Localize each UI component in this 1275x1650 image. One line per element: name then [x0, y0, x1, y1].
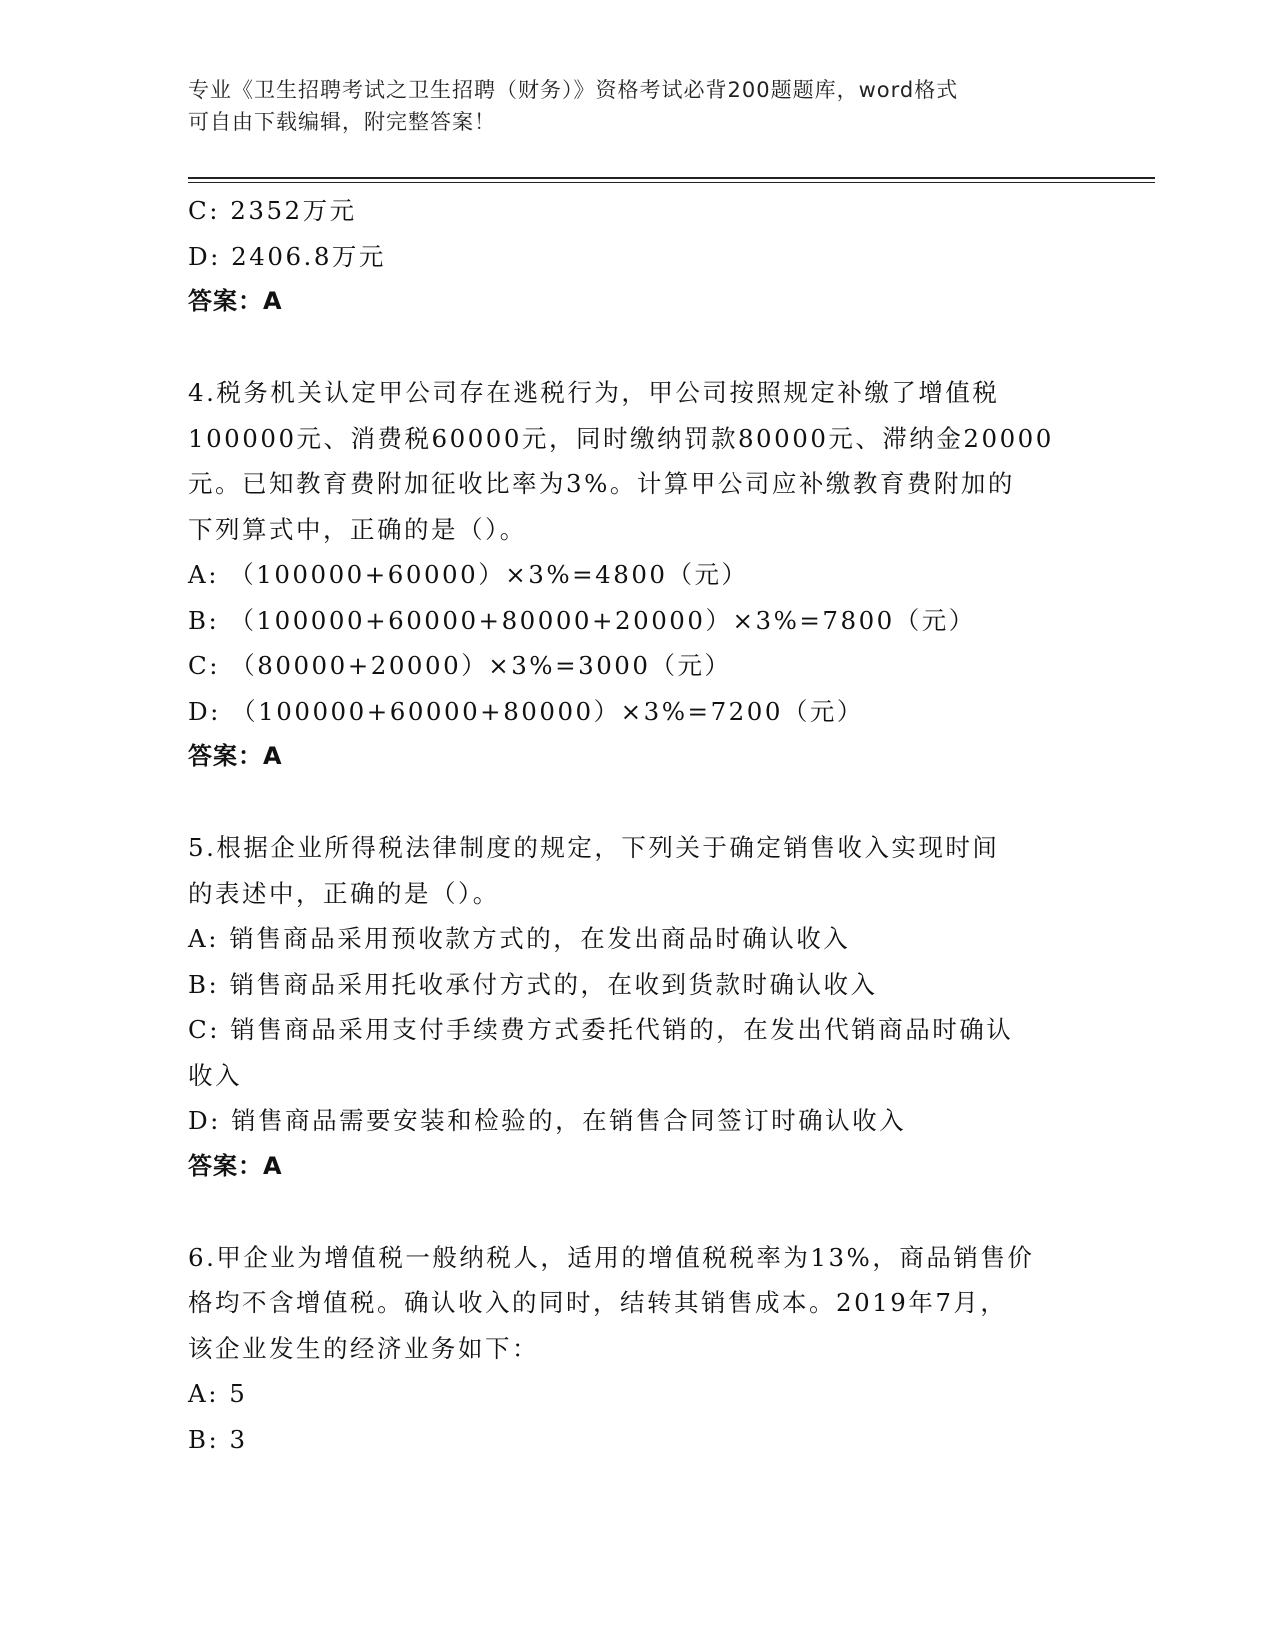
header-divider-thin: [188, 182, 1155, 183]
q6-stem-line-1: 6.甲企业为增值税一般纳税人，适用的增值税税率为13%，商品销售价: [188, 1242, 1035, 1272]
q5-option-a: A: 销售商品采用预收款方式的，在发出商品时确认收入: [188, 924, 851, 953]
header-divider-thick: [188, 177, 1155, 179]
question-3-tail: [188, 188, 1088, 325]
q5-option-d: D: 销售商品需要安装和检验的，在销售合同签订时确认收入: [188, 1106, 907, 1135]
q5-stem-line-2: 的表述中，正确的是（）。: [188, 878, 500, 908]
q6-stem-line-2: 格均不含增值税。确认收入的同时，结转其销售成本。2019年7月，: [188, 1288, 1008, 1317]
question-gap: [188, 1189, 1088, 1235]
q3-answer: 答案：A: [188, 287, 283, 315]
q4-answer: 答案：A: [188, 742, 283, 770]
q4-option-d: D: （100000+60000+80000）×3%=7200（元）: [188, 696, 864, 726]
q4-stem-line-2: 100000元、消费税60000元，同时缴纳罚款80000元、滞纳金20000: [188, 423, 1054, 453]
q3-option-c: C: 2352万元: [188, 196, 357, 225]
q5-option-b: B: 销售商品采用托收承付方式的，在收到货款时确认收入: [188, 969, 878, 999]
q5-answer: 答案：A: [188, 1151, 283, 1180]
question-4: [188, 370, 1088, 780]
q4-option-a: A: （100000+60000）×3%=4800（元）: [188, 560, 749, 589]
header-title-line-1: 专业《卫生招聘考试之卫生招聘（财务）》资格考试必背200题题库，word格式: [188, 78, 959, 102]
q4-option-b: B: （100000+60000+80000+20000）×3%=7800（元）: [188, 605, 976, 635]
question-gap: [188, 780, 1088, 826]
document-body: [188, 188, 1088, 1462]
q5-stem-line-1: 5.根据企业所得税法律制度的规定，下列关于确定销售收入实现时间: [188, 833, 1000, 862]
question-gap: [188, 325, 1088, 371]
q6-option-b: B: 3: [188, 1424, 248, 1454]
q6-stem-line-3: 该企业发生的经济业务如下：: [188, 1333, 539, 1363]
q3-option-d: D: 2406.8万元: [188, 241, 386, 271]
q4-stem-line-1: 4.税务机关认定甲公司存在逃税行为，甲公司按照规定补缴了增值税: [188, 378, 1000, 407]
q5-option-c-line-1: C: 销售商品采用支付手续费方式委托代销的，在发出代销商品时确认: [188, 1015, 1014, 1044]
q4-option-c: C: （80000+20000）×3%=3000（元）: [188, 651, 732, 680]
document-header: [188, 74, 1068, 138]
q4-stem-line-4: 下列算式中，正确的是（）。: [188, 514, 527, 544]
q5-option-c-line-2: 收入: [188, 1060, 242, 1090]
header-title-line-2: 可自由下载编辑，附完整答案！: [188, 110, 496, 134]
question-5: [188, 825, 1088, 1189]
q4-stem-line-3: 元。已知教育费附加征收比率为3%。计算甲公司应补缴教育费附加的: [188, 469, 1015, 498]
q6-option-a: A: 5: [188, 1379, 248, 1408]
question-6: [188, 1235, 1088, 1463]
